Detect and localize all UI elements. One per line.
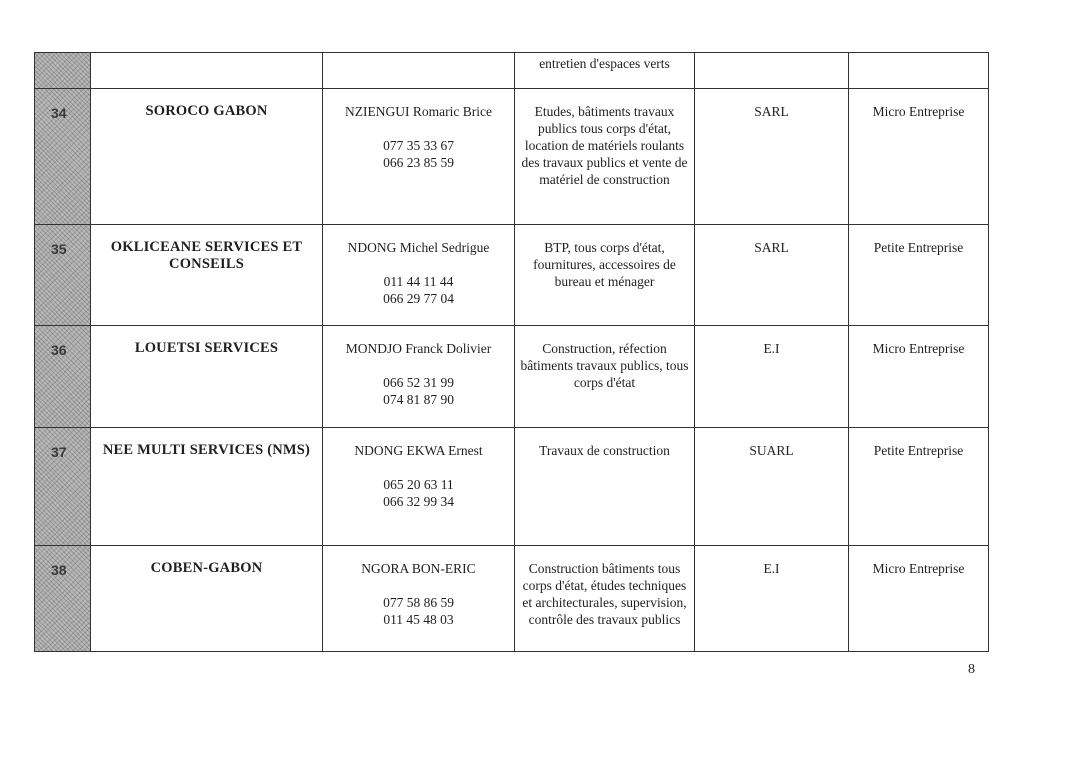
manager-name: NDONG EKWA Ernest bbox=[354, 443, 483, 458]
phone-number: 011 45 48 03 bbox=[383, 612, 454, 627]
row-number: 34 bbox=[51, 105, 67, 121]
enterprise-category: Micro Entreprise bbox=[849, 89, 989, 225]
activity-text: BTP, tous corps d'état, fournitures, accessoires de bureau et ménager bbox=[515, 225, 695, 326]
activity-text: entretien d'espaces verts bbox=[539, 56, 670, 71]
manager-cell bbox=[323, 326, 515, 428]
legal-form: E.I bbox=[695, 326, 849, 428]
row-number-cell bbox=[35, 326, 91, 428]
activity-text: Etudes, bâtiments travaux publics tous corps d'état, location de matériels roulants des travaux publics et vente de matériel de construction bbox=[515, 89, 695, 225]
phone-number: 074 81 87 90 bbox=[383, 392, 454, 407]
phone-number: 011 44 11 44 bbox=[383, 274, 454, 289]
activity-cell bbox=[515, 53, 695, 89]
table-row bbox=[35, 53, 989, 89]
row-number-cell bbox=[35, 225, 91, 326]
row-number: 37 bbox=[51, 444, 67, 460]
phone-number: 066 23 85 59 bbox=[383, 155, 454, 170]
table-row bbox=[35, 225, 989, 326]
legal-form: SARL bbox=[695, 225, 849, 326]
manager-cell bbox=[323, 53, 515, 89]
manager-cell bbox=[323, 546, 515, 652]
legal-form-cell bbox=[695, 53, 849, 89]
table-row bbox=[35, 326, 989, 428]
row-number-cell bbox=[35, 546, 91, 652]
manager-name: NZIENGUI Romaric Brice bbox=[345, 104, 492, 119]
table-row bbox=[35, 546, 989, 652]
company-name: SOROCO GABON bbox=[91, 89, 323, 225]
manager-cell bbox=[323, 428, 515, 546]
phone-number: 065 20 63 11 bbox=[383, 477, 454, 492]
table-row bbox=[35, 428, 989, 546]
phone-number: 077 58 86 59 bbox=[383, 595, 454, 610]
phone-number: 066 32 99 34 bbox=[383, 494, 454, 509]
legal-form: SUARL bbox=[695, 428, 849, 546]
manager-cell bbox=[323, 89, 515, 225]
activity-text: Construction bâtiments tous corps d'état, études techniques et architecturales, supervision, contrôle des travaux publics bbox=[515, 546, 695, 652]
category-cell bbox=[849, 53, 989, 89]
row-number: 38 bbox=[51, 562, 67, 578]
enterprise-category: Petite Entreprise bbox=[849, 225, 989, 326]
legal-form: E.I bbox=[695, 546, 849, 652]
company-name: NEE MULTI SERVICES (NMS) bbox=[91, 428, 323, 546]
manager-name: NGORA BON-ERIC bbox=[361, 561, 476, 576]
company-name: OKLICEANE SERVICES ET CONSEILS bbox=[91, 225, 323, 326]
row-number-cell bbox=[35, 89, 91, 225]
page-number: 8 bbox=[968, 662, 975, 677]
phone-number: 066 29 77 04 bbox=[383, 291, 454, 306]
enterprise-category: Micro Entreprise bbox=[849, 326, 989, 428]
manager-name: NDONG Michel Sedrigue bbox=[347, 240, 490, 255]
company-name: COBEN-GABON bbox=[91, 546, 323, 652]
row-number: 35 bbox=[51, 241, 67, 257]
company-name: LOUETSI SERVICES bbox=[91, 326, 323, 428]
row-number: 36 bbox=[51, 342, 67, 358]
enterprise-category: Petite Entreprise bbox=[849, 428, 989, 546]
table-row bbox=[35, 89, 989, 225]
phone-number: 066 52 31 99 bbox=[383, 375, 454, 390]
manager-cell bbox=[323, 225, 515, 326]
activity-text: Construction, réfection bâtiments travaux publics, tous corps d'état bbox=[515, 326, 695, 428]
enterprise-table bbox=[34, 52, 989, 652]
activity-text: Travaux de construction bbox=[515, 428, 695, 546]
legal-form: SARL bbox=[695, 89, 849, 225]
company-cell bbox=[91, 53, 323, 89]
enterprise-category: Micro Entreprise bbox=[849, 546, 989, 652]
manager-name: MONDJO Franck Dolivier bbox=[345, 341, 492, 356]
row-number-cell bbox=[35, 53, 91, 89]
phone-number: 077 35 33 67 bbox=[383, 138, 454, 153]
row-number-cell bbox=[35, 428, 91, 546]
